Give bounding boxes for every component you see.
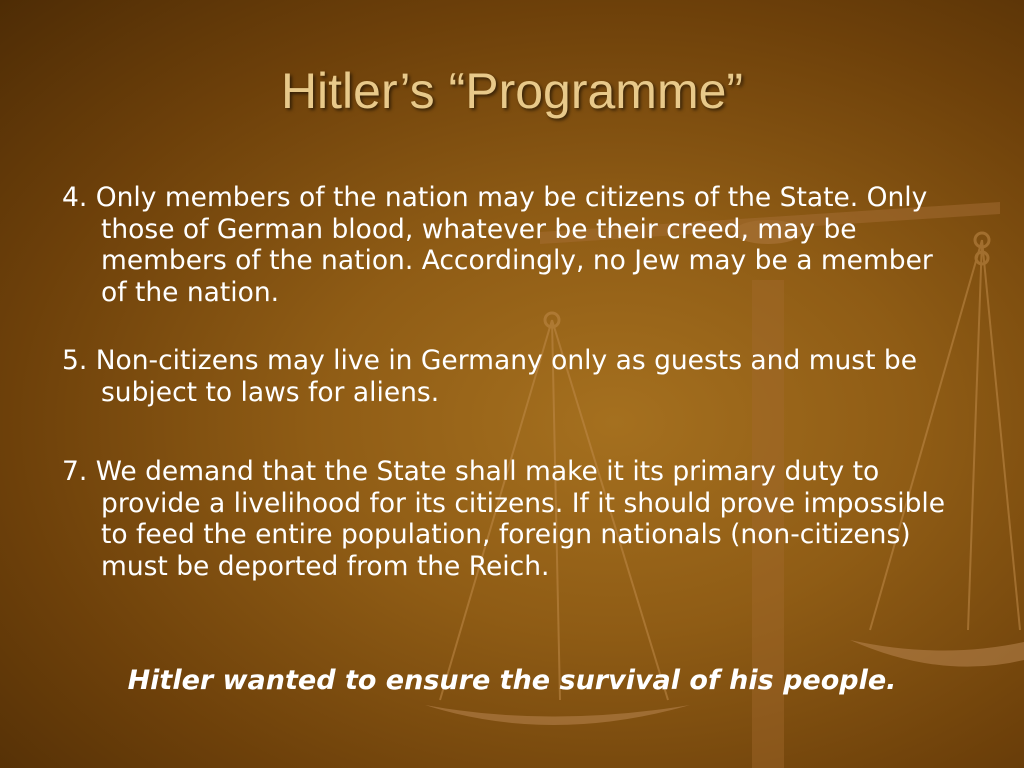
programme-points-list: [62, 182, 962, 619]
programme-point-7: 7. We demand that the State shall make it its primary duty to provide a livelihood for its citizens. If it should prove impossible to feed the entire population, foreign nationals (non-citizens) must be deported from the Reich.: [62, 456, 946, 582]
programme-point-5: 5. Non-citizens may live in Germany only as guests and must be subject to laws for aliens.: [62, 345, 918, 408]
slide-conclusion: Hitler wanted to ensure the survival of his people.: [127, 665, 897, 696]
slide-title: Hitler’s “Programme”: [280, 63, 744, 119]
programme-point-4: 4. Only members of the nation may be citizens of the State. Only those of German blood, whatever be their creed, may be members of the nation. Accordingly, no Jew may be a member of the nation.: [62, 182, 933, 308]
